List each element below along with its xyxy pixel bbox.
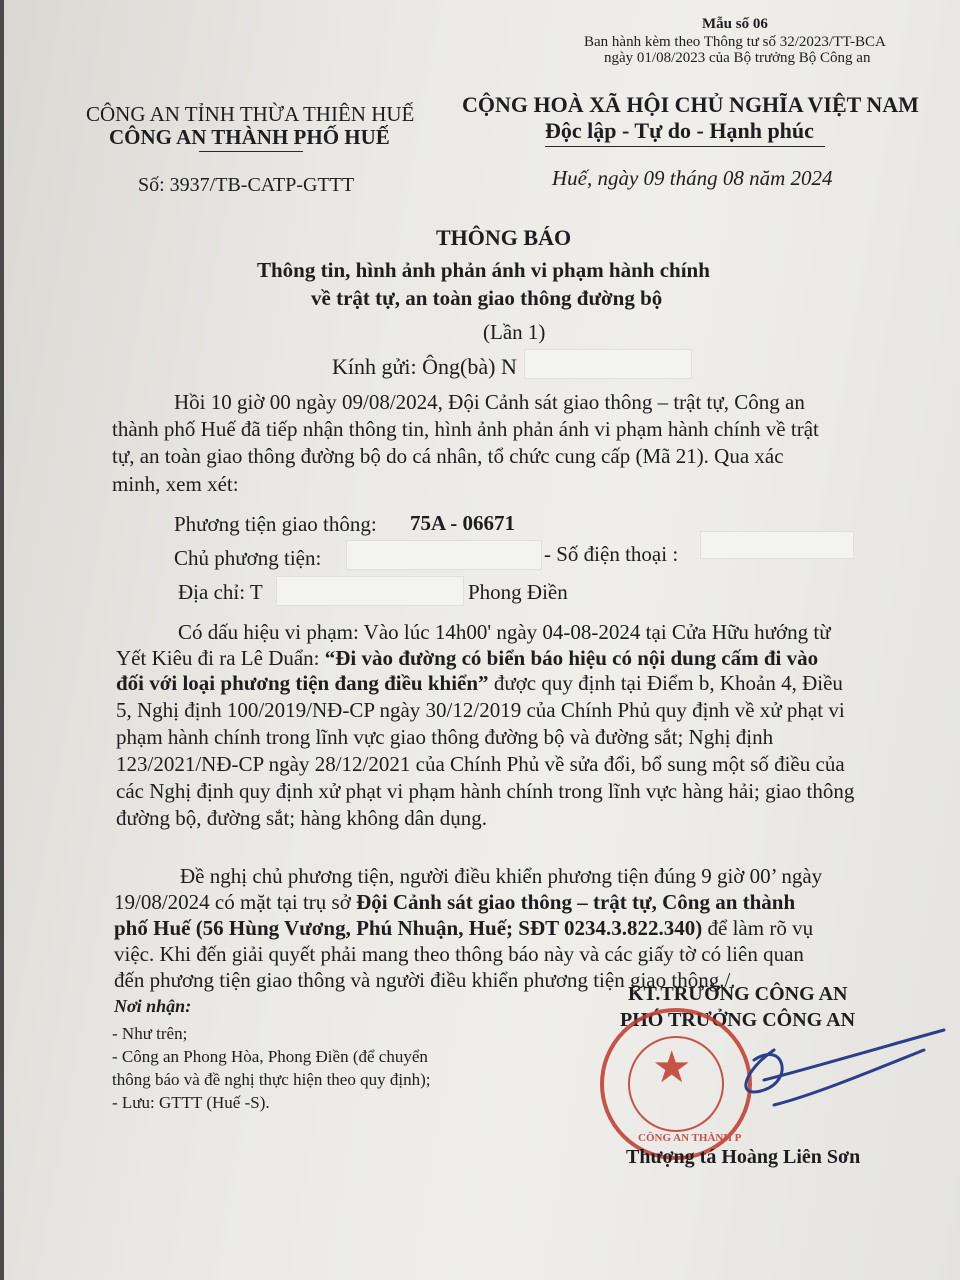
org-underline [199, 151, 303, 152]
violation-line8: đường bộ, đường sắt; hàng không dân dụng. [116, 806, 488, 830]
address-tail: Phong Điền [468, 580, 568, 604]
form-issued-line2: ngày 01/08/2023 của Bộ trưởng Bộ Công an [604, 50, 871, 66]
star-icon: ★ [652, 1043, 692, 1092]
place-date: Huế, ngày 09 tháng 08 năm 2024 [552, 166, 833, 190]
request-line2 [114, 890, 795, 915]
violation-line2-text: Yết Kiêu đi ra Lê Duẩn: [116, 646, 325, 670]
redacted-name [524, 349, 692, 379]
recipient-greeting: Kính gửi: Ông(bà) N [332, 354, 517, 379]
request-line3 [114, 916, 813, 941]
attempt-number: (Lần 1) [483, 320, 546, 344]
body-p1-line4: minh, xem xét: [112, 472, 239, 496]
redacted-owner [346, 540, 542, 570]
request-line3-text: để làm rõ vụ [702, 916, 814, 940]
violation-line2 [116, 646, 818, 671]
body-p1-line3: tự, an toàn giao thông đường bộ do cá nhân, tổ chức cung cấp (Mã 21). Qua xác [112, 444, 784, 468]
recipients-heading: Nơi nhận: [114, 996, 192, 1016]
phone-label: - Số điện thoại : [544, 542, 679, 566]
document-subtitle-1: Thông tin, hình ảnh phản ánh vi phạm hành chính [257, 258, 710, 282]
recipients-item-2: - Công an Phong Hòa, Phong Điền (để chuyển [112, 1047, 428, 1066]
signer-title-1: KT.TRƯỞNG CÔNG AN [628, 983, 848, 1005]
document-number: Số: 3937/TB-CATP-GTTT [138, 174, 355, 196]
recipients-item-4: - Lưu: GTTT (Huế -S). [112, 1093, 270, 1112]
document-title: THÔNG BÁO [436, 225, 572, 250]
violation-line3-text: được quy định tại Điểm b, Khoản 4, Điều [488, 671, 843, 695]
document-subtitle-2: về trật tự, an toàn giao thông đường bộ [311, 286, 663, 310]
motto-underline [545, 146, 825, 147]
redacted-phone [700, 531, 854, 559]
body-p1-line1: Hồi 10 giờ 00 ngày 09/08/2024, Đội Cảnh sát giao thông – trật tự, Công an [174, 390, 805, 414]
violation-line7: các Nghị định quy định xử phạt vi phạm hành chính trong lĩnh vực hàng hải; giao thông [116, 779, 855, 803]
request-line5: đến phương tiện giao thông và người điều khiển phương tiện giao thông./. [114, 968, 736, 992]
form-number: Mẫu số 06 [702, 16, 768, 32]
recipients-item-1: - Như trên; [112, 1024, 188, 1043]
recipients-item-3: thông báo và đề nghị thực hiện theo quy định); [112, 1070, 431, 1089]
request-line4: việc. Khi đến giải quyết phải mang theo thông báo này và các giấy tờ có liên quan [114, 942, 804, 966]
vehicle-label: Phương tiện giao thông: [174, 512, 377, 536]
request-line1: Đề nghị chủ phương tiện, người điều khiển phương tiện đúng 9 giờ 00’ ngày [180, 864, 823, 888]
request-office-2: phố Huế (56 Hùng Vương, Phú Nhuận, Huế; SĐT 0234.3.822.340) [114, 916, 703, 940]
violation-line1: Có dấu hiệu vi phạm: Vào lúc 14h00' ngày 04-08-2024 tại Cửa Hữu hướng từ [178, 620, 831, 644]
signature-scribble [624, 1010, 954, 1130]
nation-motto: Độc lập - Tự do - Hạnh phúc [545, 118, 814, 143]
org-parent: CÔNG AN TỈNH THỪA THIÊN HUẾ [86, 102, 415, 126]
redacted-address [276, 576, 464, 606]
violation-quote-1: “Đi vào đường có biển báo hiệu có nội dung cấm đi vào [324, 646, 819, 670]
violation-line5: phạm hành chính trong lĩnh vực giao thông đường bộ và đường sắt; Nghị định [116, 725, 774, 749]
owner-label: Chủ phương tiện: [174, 546, 322, 570]
form-issued-line1: Ban hành kèm theo Thông tư số 32/2023/TT-BCA [584, 34, 886, 50]
body-p1-line2: thành phố Huế đã tiếp nhận thông tin, hình ảnh phản ánh vi phạm hành chính về trật [112, 417, 819, 441]
document-page [4, 0, 960, 1280]
request-office-1: Đội Cảnh sát giao thông – trật tự, Công an thành [356, 890, 796, 914]
violation-line4: 5, Nghị định 100/2019/NĐ-CP ngày 30/12/2019 của Chính Phủ quy định về xử phạt vi [116, 698, 845, 722]
signer-name: Thượng tá Hoàng Liên Sơn [626, 1146, 861, 1168]
org-name: CÔNG AN THÀNH PHỐ HUẾ [109, 125, 390, 149]
stamp-text: CÔNG AN THÀNH P [638, 1132, 742, 1144]
nation-name: CỘNG HOÀ XÃ HỘI CHỦ NGHĨA VIỆT NAM [462, 92, 919, 117]
signer-title-2: PHÓ TRƯỞNG CÔNG AN [620, 1009, 856, 1031]
address-label: Địa chỉ: T [178, 580, 263, 604]
vehicle-plate: 75A - 06671 [410, 511, 515, 535]
violation-line3 [116, 671, 843, 696]
request-line2-text: 19/08/2024 có mặt tại trụ sở [114, 890, 357, 914]
violation-quote-2: đối với loại phương tiện đang điều khiển” [116, 671, 489, 695]
violation-line6: 123/2021/NĐ-CP ngày 28/12/2021 của Chính Phủ về sửa đổi, bổ sung một số điều của [116, 752, 845, 776]
